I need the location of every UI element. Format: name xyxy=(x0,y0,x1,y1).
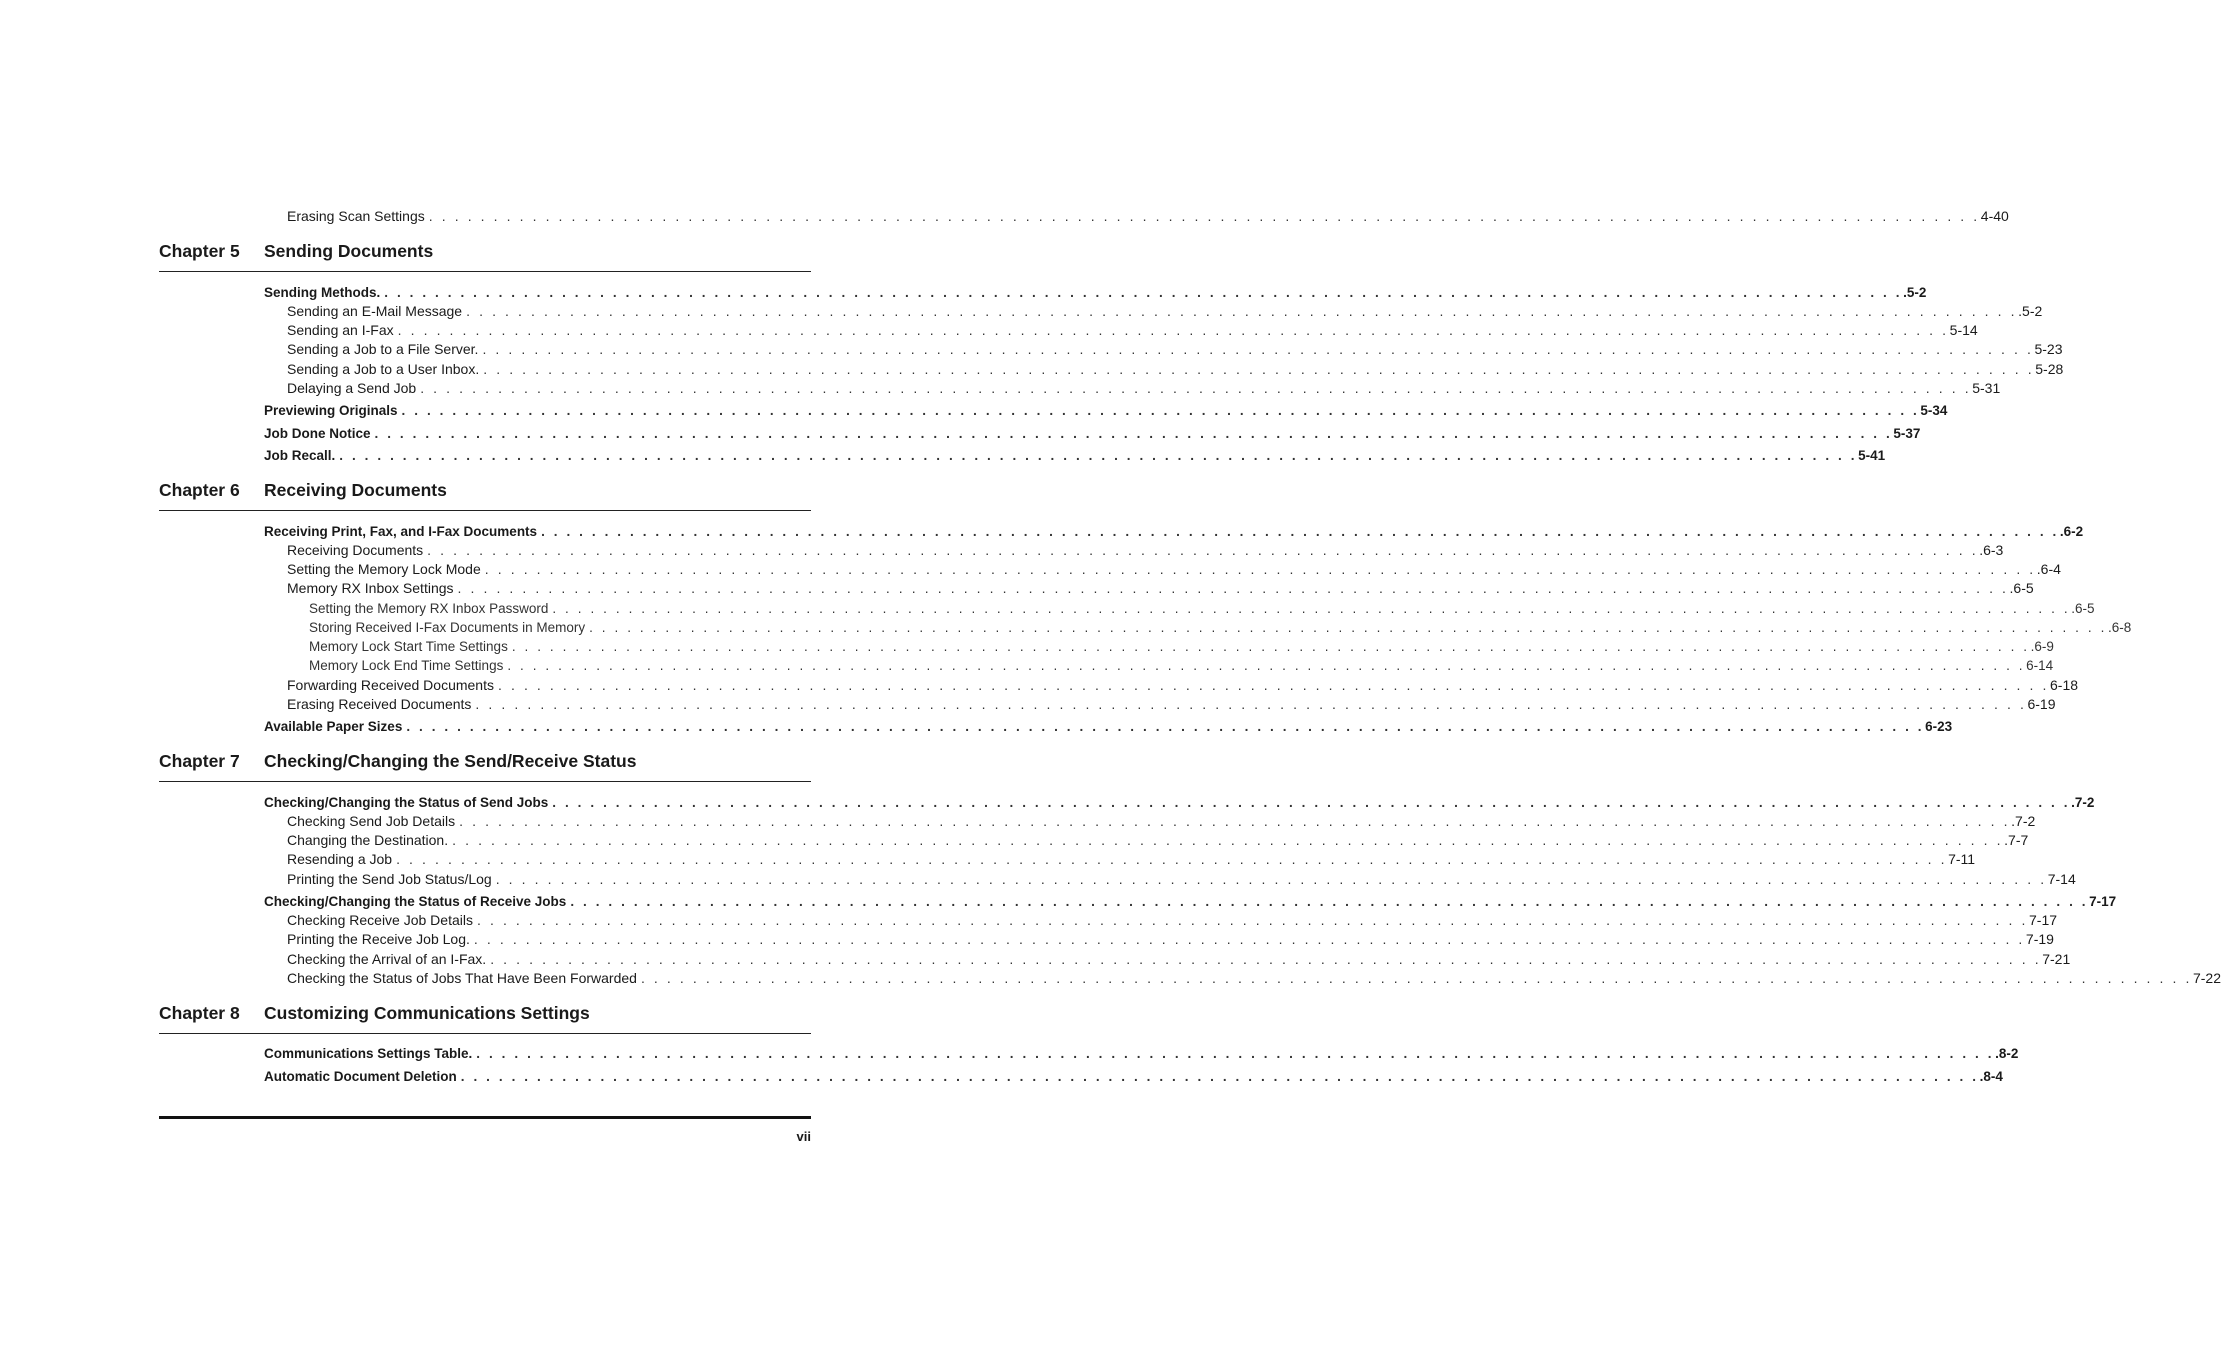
dot-leader: . . . . . . . . . . . . . . . . . . . . . . . . . . . . . . . . . . . . . . . . . . . . . . . . . . . . . . . . . . . . . . . . . . . . . . . . . . . . . . . . . . . . . . . . . . . . . . . . . . . . . . . . . . . . . . . . . . . . . . . . xyxy=(640,970,2192,986)
toc-entry-title: Sending an E-Mail Message xyxy=(287,303,463,319)
toc-entry-page: .5-2 xyxy=(1903,285,1927,300)
toc-entry-title: Setting the Memory RX Inbox Password xyxy=(309,601,549,616)
dot-leader: . . . . . . . . . . . . . . . . . . . . . . . . . . . . . . . . . . . . . . . . . . . . . . . . . . . . . . . . . . . . . . . . . . . . . . . . . . . . . . . . . . . . . . . . . . . . . . . . . . . . . . . . . . . . . . . . . . . . . . . . xyxy=(552,795,2071,810)
chapter-8-heading xyxy=(159,1003,811,1034)
page-number: vii xyxy=(796,1129,811,1144)
toc-entry-page: .5-2 xyxy=(2018,303,2043,319)
toc-entry-page: .6-5 xyxy=(2071,601,2095,616)
toc-entry-page: 7-22 xyxy=(2192,970,2221,986)
toc-entry[interactable] xyxy=(287,969,2221,988)
toc-entry-page: .6-4 xyxy=(2036,561,2061,577)
chapter-title: Sending Documents xyxy=(264,241,434,261)
toc-entry-page: 7-21 xyxy=(2042,951,2071,967)
toc-entry-title: Checking Send Job Details xyxy=(287,813,456,829)
toc-entry-page: 6-14 xyxy=(2026,658,2054,673)
toc-entry[interactable] xyxy=(264,283,1927,302)
chapter-7-heading xyxy=(159,751,811,782)
toc-entry-page: 7-17 xyxy=(2089,894,2117,909)
toc-entry-title: Previewing Originals xyxy=(264,403,398,418)
chapter-label: Chapter 6 xyxy=(159,480,240,500)
toc-entry-title: Automatic Document Deletion xyxy=(264,1069,457,1084)
toc-entry[interactable] xyxy=(287,812,2036,831)
toc-entry-title: Resending a Job xyxy=(287,851,393,867)
toc-entry-page: 6-19 xyxy=(2027,696,2056,712)
toc-entry-title: Checking Receive Job Details xyxy=(287,912,473,928)
toc-entry[interactable] xyxy=(309,637,2054,656)
toc-entry-page: .7-2 xyxy=(2011,813,2036,829)
toc-entry-page: 7-17 xyxy=(2029,912,2058,928)
dot-leader: . . . . . . . . . . . . . . . . . . . . . . . . . . . . . . . . . . . . . . . . . . . . . . . . . . . . . . . . . . . . . . . . . . . . . . . . . . . . . . . . . . . . . . . . . . . . . . . . . . . . . . . . . . . . . . . . . . . . . . . . xyxy=(483,361,2035,377)
toc-entry[interactable] xyxy=(287,579,2034,598)
dot-leader: . . . . . . . . . . . . . . . . . . . . . . . . . . . . . . . . . . . . . . . . . . . . . . . . . . . . . . . . . . . . . . . . . . . . . . . . . . . . . . . . . . . . . . . . . . . . . . . . . . . . . . . . . . . . . . . . . . . . . . . . xyxy=(452,832,2004,848)
toc-entry-title: Memory Lock End Time Settings xyxy=(309,658,504,673)
toc-entry-page: .7-7 xyxy=(2004,832,2029,848)
dot-leader: . . . . . . . . . . . . . . . . . . . . . . . . . . . . . . . . . . . . . . . . . . . . . . . . . . . . . . . . . . . . . . . . . . . . . . . . . . . . . . . . . . . . . . . . . . . . . . . . . . . . . . . . . . . . . . . . . . . . . . . . xyxy=(507,658,2026,673)
toc-entry[interactable] xyxy=(264,424,1921,443)
toc-entry-page: .6-2 xyxy=(2059,524,2084,539)
dot-leader: . . . . . . . . . . . . . . . . . . . . . . . . . . . . . . . . . . . . . . . . . . . . . . . . . . . . . . . . . . . . . . . . . . . . . . . . . . . . . . . . . . . . . . . . . . . . . . . . . . . . . . . . . . . . . . . . . . . . . . . . xyxy=(570,894,2089,909)
dot-leader: . . . . . . . . . . . . . . . . . . . . . . . . . . . . . . . . . . . . . . . . . . . . . . . . . . . . . . . . . . . . . . . . . . . . . . . . . . . . . . . . . . . . . . . . . . . . . . . . . . . . . . . . . . . . . . . . . . . . . . . . xyxy=(495,871,2047,887)
toc-entry-title: Checking the Status of Jobs That Have Been Forwarded xyxy=(287,970,637,986)
toc-entry-title: Printing the Send Job Status/Log xyxy=(287,871,492,887)
dot-leader: . . . . . . . . . . . . . . . . . . . . . . . . . . . . . . . . . . . . . . . . . . . . . . . . . . . . . . . . . . . . . . . . . . . . . . . . . . . . . . . . . . . . . . . . . . . . . . . . . . . . . . . . . . . . . . . . . . . . . . . . xyxy=(473,931,2025,947)
toc-entry-title: Memory Lock Start Time Settings xyxy=(309,639,508,654)
toc-entry-title: Setting the Memory Lock Mode xyxy=(287,561,481,577)
footer-rule xyxy=(159,1116,811,1119)
dot-leader: . . . . . . . . . . . . . . . . . . . . . . . . . . . . . . . . . . . . . . . . . . . . . . . . . . . . . . . . . . . . . . . . . . . . . . . . . . . . . . . . . . . . . . . . . . . . . . . . . . . . . . . . . . . . . . . . . . . . . . . . xyxy=(476,1046,1995,1061)
toc-entry[interactable] xyxy=(287,560,2061,579)
toc-entry[interactable] xyxy=(264,1044,2019,1063)
dot-leader: . . . . . . . . . . . . . . . . . . . . . . . . . . . . . . . . . . . . . . . . . . . . . . . . . . . . . . . . . . . . . . . . . . . . . . . . . . . . . . . . . . . . . . . . . . . . . . . . . . . . . . . . . . . . . . . . . . . . . . . . xyxy=(589,620,2107,635)
toc-entry[interactable] xyxy=(309,656,2054,675)
toc-entry-title: Receiving Print, Fax, and I-Fax Documents xyxy=(264,524,538,539)
toc-entry-title: Memory RX Inbox Settings xyxy=(287,580,454,596)
toc-entry[interactable] xyxy=(309,599,2095,618)
dot-leader: . . . . . . . . . . . . . . . . . . . . . . . . . . . . . . . . . . . . . . . . . . . . . . . . . . . . . . . . . . . . . . . . . . . . . . . . . . . . . . . . . . . . . . . . . . . . . . . . . . . . . . . . . . . . . . . . . . . . . . . . xyxy=(459,813,2011,829)
toc-entry-title: Checking/Changing the Status of Send Jobs xyxy=(264,795,549,810)
toc-entry[interactable] xyxy=(287,831,2029,850)
chapter-label: Chapter 5 xyxy=(159,241,240,261)
toc-entry-page: .6-9 xyxy=(2030,639,2054,654)
toc-entry[interactable] xyxy=(264,892,2117,911)
toc-entry[interactable] xyxy=(309,618,2132,637)
dot-leader: . . . . . . . . . . . . . . . . . . . . . . . . . . . . . . . . . . . . . . . . . . . . . . . . . . . . . . . . . . . . . . . . . . . . . . . . . . . . . . . . . . . . . . . . . . . . . . . . . . . . . . . . . . . . . . . . . . . . . . . . xyxy=(397,322,1949,338)
toc-entry-page: 7-11 xyxy=(1948,851,1976,867)
toc-entry-title: Checking/Changing the Status of Receive Jobs xyxy=(264,894,567,909)
toc-entry-page: .8-2 xyxy=(1995,1046,2019,1061)
chapter-label: Chapter 8 xyxy=(159,1003,240,1023)
dot-leader: . . . . . . . . . . . . . . . . . . . . . . . . . . . . . . . . . . . . . . . . . . . . . . . . . . . . . . . . . . . . . . . . . . . . . . . . . . . . . . . . . . . . . . . . . . . . . . . . . . . . . . . . . . . . . . . . . . . . . . . . xyxy=(401,403,1920,418)
dot-leader: . . . . . . . . . . . . . . . . . . . . . . . . . . . . . . . . . . . . . . . . . . . . . . . . . . . . . . . . . . . . . . . . . . . . . . . . . . . . . . . . . . . . . . . . . . . . . . . . . . . . . . . . . . . . . . . . . . . . . . . . xyxy=(406,719,1925,734)
toc-entry-title: Printing the Receive Job Log. xyxy=(287,931,470,947)
chapter-title: Customizing Communications Settings xyxy=(264,1003,590,1023)
toc-entry-title: Sending Methods. xyxy=(264,285,381,300)
chapter-6-heading xyxy=(159,480,811,511)
toc-entry-title: Erasing Received Documents xyxy=(287,696,472,712)
toc-entry-title: Receiving Documents xyxy=(287,542,424,558)
dot-leader: . . . . . . . . . . . . . . . . . . . . . . . . . . . . . . . . . . . . . . . . . . . . . . . . . . . . . . . . . . . . . . . . . . . . . . . . . . . . . . . . . . . . . . . . . . . . . . . . . . . . . . . . . . . . . . . . . . . . . . . . xyxy=(384,285,1903,300)
toc-entry[interactable] xyxy=(287,541,2004,560)
toc-entry-page: 6-18 xyxy=(2050,677,2079,693)
toc-entry[interactable] xyxy=(287,321,1978,340)
toc-entry-title: Available Paper Sizes xyxy=(264,719,403,734)
toc-entry-page: 5-28 xyxy=(2035,361,2064,377)
toc-entry-erasing-scan-settings[interactable] xyxy=(287,207,2009,226)
toc-entry[interactable] xyxy=(264,717,1953,736)
toc-entry-page: 4-40 xyxy=(1980,208,2009,224)
toc-entry-page: 5-41 xyxy=(1858,448,1886,463)
toc-entry[interactable] xyxy=(287,360,2064,379)
toc-entry-title: Sending an I-Fax xyxy=(287,322,394,338)
toc-entry[interactable] xyxy=(287,379,2001,398)
toc-entry-page: 7-19 xyxy=(2025,931,2054,947)
dot-leader: . . . . . . . . . . . . . . . . . . . . . . . . . . . . . . . . . . . . . . . . . . . . . . . . . . . . . . . . . . . . . . . . . . . . . . . . . . . . . . . . . . . . . . . . . . . . . . . . . . . . . . . . . . . . . . . . . . . . . . . . xyxy=(396,851,1948,867)
toc-entry-page: 5-31 xyxy=(1972,380,2001,396)
toc-entry-page: .8-4 xyxy=(1979,1069,2003,1084)
toc-entry-page: 5-34 xyxy=(1920,403,1948,418)
toc-entry[interactable] xyxy=(287,302,2043,321)
toc-entry[interactable] xyxy=(287,340,2063,359)
dot-leader: . . . . . . . . . . . . . . . . . . . . . . . . . . . . . . . . . . . . . . . . . . . . . . . . . . . . . . . . . . . . . . . . . . . . . . . . . . . . . . . . . . . . . . . . . . . . . . . . . . . . . . . . . . . . . . . . . . . . . . . . xyxy=(484,561,2036,577)
dot-leader: . . . . . . . . . . . . . . . . . . . . . . . . . . . . . . . . . . . . . . . . . . . . . . . . . . . . . . . . . . . . . . . . . . . . . . . . . . . . . . . . . . . . . . . . . . . . . . . . . . . . . . . . . . . . . . . . . . . . . . . . xyxy=(457,580,2009,596)
dot-leader: . . . . . . . . . . . . . . . . . . . . . . . . . . . . . . . . . . . . . . . . . . . . . . . . . . . . . . . . . . . . . . . . . . . . . . . . . . . . . . . . . . . . . . . . . . . . . . . . . . . . . . . . . . . . . . . . . . . . . . . . xyxy=(339,448,1858,463)
dot-leader: . . . . . . . . . . . . . . . . . . . . . . . . . . . . . . . . . . . . . . . . . . . . . . . . . . . . . . . . . . . . . . . . . . . . . . . . . . . . . . . . . . . . . . . . . . . . . . . . . . . . . . . . . . . . . . . . . . . . . . . . xyxy=(374,426,1893,441)
dot-leader: . . . . . . . . . . . . . . . . . . . . . . . . . . . . . . . . . . . . . . . . . . . . . . . . . . . . . . . . . . . . . . . . . . . . . . . . . . . . . . . . . . . . . . . . . . . . . . . . . . . . . . . . . . . . . . . . . . . . . . . . xyxy=(475,696,2027,712)
toc-entry-title: Sending a Job to a File Server. xyxy=(287,341,479,357)
toc-entry[interactable] xyxy=(287,676,2079,695)
dot-leader: . . . . . . . . . . . . . . . . . . . . . . . . . . . . . . . . . . . . . . . . . . . . . . . . . . . . . . . . . . . . . . . . . . . . . . . . . . . . . . . . . . . . . . . . . . . . . . . . . . . . . . . . . . . . . . . . . . . . . . . . xyxy=(466,303,2018,319)
dot-leader: . . . . . . . . . . . . . . . . . . . . . . . . . . . . . . . . . . . . . . . . . . . . . . . . . . . . . . . . . . . . . . . . . . . . . . . . . . . . . . . . . . . . . . . . . . . . . . . . . . . . . . . . . . . . . . . . . . . . . . . . xyxy=(420,380,1972,396)
toc-entry[interactable] xyxy=(287,695,2056,714)
chapter-title: Checking/Changing the Send/Receive Status xyxy=(264,751,637,771)
toc-entry-page: 5-37 xyxy=(1893,426,1921,441)
toc-entry[interactable] xyxy=(287,850,1976,869)
dot-leader: . . . . . . . . . . . . . . . . . . . . . . . . . . . . . . . . . . . . . . . . . . . . . . . . . . . . . . . . . . . . . . . . . . . . . . . . . . . . . . . . . . . . . . . . . . . . . . . . . . . . . . . . . . . . . . . . . . . . . . . . xyxy=(497,677,2050,693)
dot-leader: . . . . . . . . . . . . . . . . . . . . . . . . . . . . . . . . . . . . . . . . . . . . . . . . . . . . . . . . . . . . . . . . . . . . . . . . . . . . . . . . . . . . . . . . . . . . . . . . . . . . . . . . . . . . . . . . . . . . . . . . xyxy=(460,1069,1979,1084)
toc-entry-title: Checking the Arrival of an I-Fax. xyxy=(287,951,487,967)
toc-entry-page: 6-23 xyxy=(1925,719,1953,734)
dot-leader: . . . . . . . . . . . . . . . . . . . . . . . . . . . . . . . . . . . . . . . . . . . . . . . . . . . . . . . . . . . . . . . . . . . . . . . . . . . . . . . . . . . . . . . . . . . . . . . . . . . . . . . . . . . . . . . . . . . . . . . . xyxy=(552,601,2071,616)
dot-leader: . . . . . . . . . . . . . . . . . . . . . . . . . . . . . . . . . . . . . . . . . . . . . . . . . . . . . . . . . . . . . . . . . . . . . . . . . . . . . . . . . . . . . . . . . . . . . . . . . . . . . . . . . . . . . . . . . . . . . . . . xyxy=(490,951,2042,967)
toc-entry-title: Changing the Destination. xyxy=(287,832,449,848)
dot-leader: . . . . . . . . . . . . . . . . . . . . . . . . . . . . . . . . . . . . . . . . . . . . . . . . . . . . . . . . . . . . . . . . . . . . . . . . . . . . . . . . . . . . . . . . . . . . . . . . . . . . . . . . . . . . . . . . . . . . . . . . xyxy=(482,341,2034,357)
chapter-title: Receiving Documents xyxy=(264,480,447,500)
toc-entry-page: 5-14 xyxy=(1949,322,1978,338)
dot-leader: . . . . . . . . . . . . . . . . . . . . . . . . . . . . . . . . . . . . . . . . . . . . . . . . . . . . . . . . . . . . . . . . . . . . . . . . . . . . . . . . . . . . . . . . . . . . . . . . . . . . . . . . . . . . . . . . . . . . . . . . xyxy=(541,524,2059,539)
toc-entry[interactable] xyxy=(264,522,2084,541)
toc-entry-title: Communications Settings Table. xyxy=(264,1046,473,1061)
dot-leader: . . . . . . . . . . . . . . . . . . . . . . . . . . . . . . . . . . . . . . . . . . . . . . . . . . . . . . . . . . . . . . . . . . . . . . . . . . . . . . . . . . . . . . . . . . . . . . . . . . . . . . . . . . . . . . . . . . . . . . . . xyxy=(476,912,2029,928)
toc-entry[interactable] xyxy=(287,870,2076,889)
toc-entry-title: Erasing Scan Settings xyxy=(287,208,425,224)
toc-entry-title: Sending a Job to a User Inbox. xyxy=(287,361,480,377)
toc-entry-title: Job Done Notice xyxy=(264,426,371,441)
toc-entry-page: .6-8 xyxy=(2107,620,2132,635)
toc-entry[interactable] xyxy=(287,930,2054,949)
toc-entry-page: .7-2 xyxy=(2071,795,2095,810)
toc-entry-title: Forwarding Received Documents xyxy=(287,677,494,693)
chapter-label: Chapter 7 xyxy=(159,751,240,771)
toc-entry-title: Job Recall. xyxy=(264,448,336,463)
dot-leader: . . . . . . . . . . . . . . . . . . . . . . . . . . . . . . . . . . . . . . . . . . . . . . . . . . . . . . . . . . . . . . . . . . . . . . . . . . . . . . . . . . . . . . . . . . . . . . . . . . . . . . . . . . . . . . . . . . . . . . . . xyxy=(428,208,1980,224)
toc-entry-title: Delaying a Send Job xyxy=(287,380,417,396)
dot-leader: . . . . . . . . . . . . . . . . . . . . . . . . . . . . . . . . . . . . . . . . . . . . . . . . . . . . . . . . . . . . . . . . . . . . . . . . . . . . . . . . . . . . . . . . . . . . . . . . . . . . . . . . . . . . . . . . . . . . . . . . xyxy=(427,542,1979,558)
toc-entry[interactable] xyxy=(287,950,2071,969)
toc-entry-page: .6-3 xyxy=(1979,542,2004,558)
toc-entry-page: .6-5 xyxy=(2009,580,2034,596)
toc-entry[interactable] xyxy=(264,1067,2003,1086)
toc-entry[interactable] xyxy=(264,793,2095,812)
toc-entry-title: Storing Received I-Fax Documents in Memory xyxy=(309,620,586,635)
toc-entry[interactable] xyxy=(287,911,2058,930)
toc-entry-page: 5-23 xyxy=(2034,341,2063,357)
dot-leader: . . . . . . . . . . . . . . . . . . . . . . . . . . . . . . . . . . . . . . . . . . . . . . . . . . . . . . . . . . . . . . . . . . . . . . . . . . . . . . . . . . . . . . . . . . . . . . . . . . . . . . . . . . . . . . . . . . . . . . . . xyxy=(511,639,2030,654)
toc-entry-page: 7-14 xyxy=(2047,871,2076,887)
toc-entry[interactable] xyxy=(264,401,1948,420)
toc-entry[interactable] xyxy=(264,446,1886,465)
chapter-5-heading xyxy=(159,241,811,272)
